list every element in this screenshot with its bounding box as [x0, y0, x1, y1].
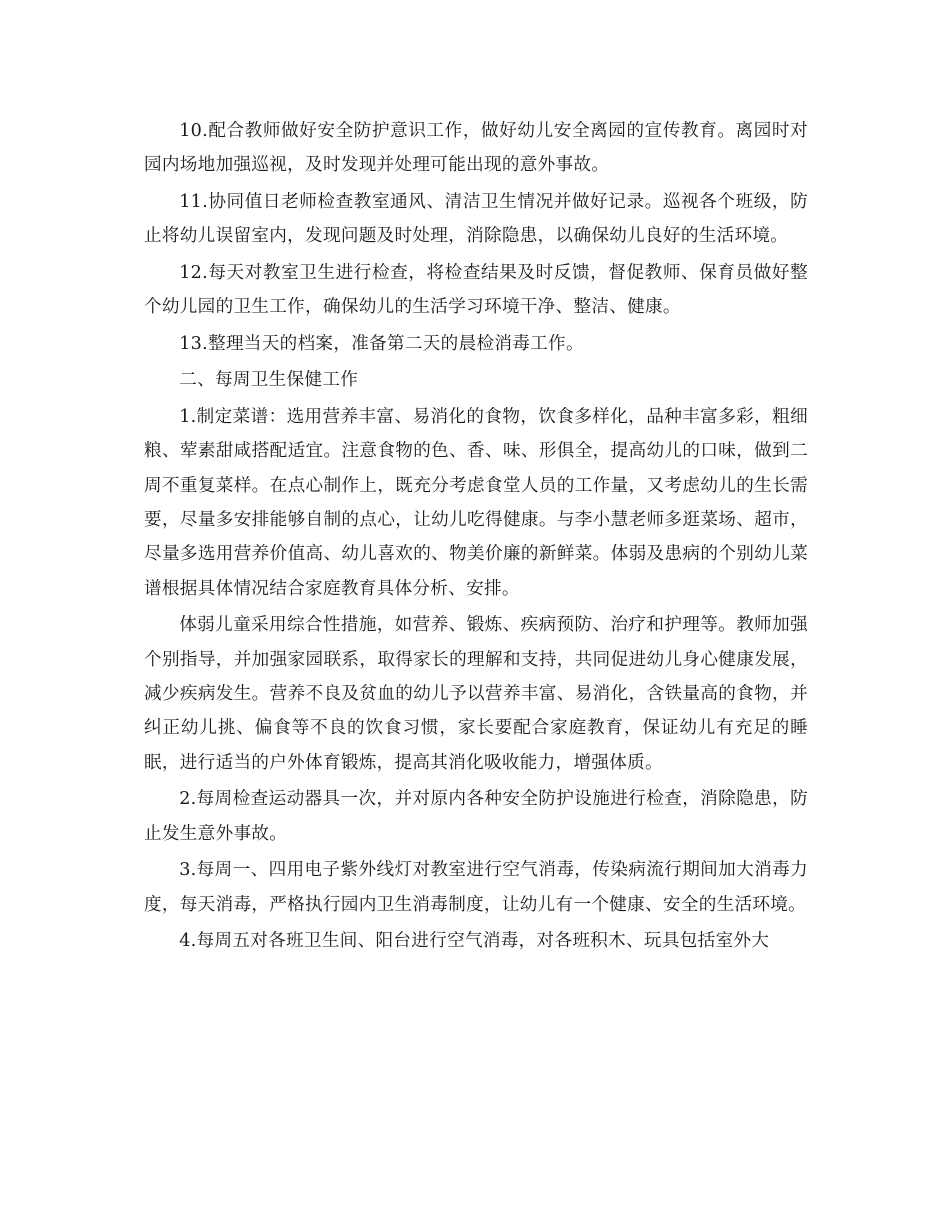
- document-body: [144, 114, 808, 959]
- paragraph-item-13: 13.整理当天的档案，准备第二天的晨检消毒工作。: [179, 333, 584, 354]
- section-heading-weekly: 二、每周卫生保健工作: [179, 370, 359, 391]
- paragraph-weekly-3: 3.每周一、四用电子紫外线灯对教室进行空气消毒，传染病流行期间加大消毒力度，每天消毒，严格执行园内卫生消毒制度，让幼儿有一个健康、安全的生活环境。: [144, 860, 808, 915]
- paragraph-weak-children: 体弱儿童采用综合性措施，如营养、锻炼、疾病预防、治疗和护理等。教师加强个别指导，并加强家园联系，取得家长的理解和支持，共同促进幼儿身心健康发展，减少疾病发生。营养不良及贫血的幼儿予以营养丰富、易消化，含铁量高的食物，并纠正幼儿挑、偏食等不良的饮食习惯，家长要配合家庭教育，保证幼儿有充足的睡眠，进行适当的户外体育锻炼，提高其消化吸收能力，增强体质。: [144, 615, 808, 773]
- paragraph-item-10: 10.配合教师做好安全防护意识工作，做好幼儿安全离园的宣传教育。离园时对园内场地加强巡视，及时发现并处理可能出现的意外事故。: [144, 121, 808, 176]
- paragraph-item-12: 12.每天对教室卫生进行检查，将检查结果及时反馈，督促教师、保育员做好整个幼儿园的卫生工作，确保幼儿的生活学习环境干净、整洁、健康。: [144, 262, 808, 318]
- paragraph-weekly-2: 2.每周检查运动器具一次，并对原内各种安全防护设施进行检查，消除隐患，防止发生意外事故。: [144, 789, 808, 844]
- paragraph-item-11: 11.协同值日老师检查教室通风、清洁卫生情况并做好记录。巡视各个班级，防止将幼儿误留室内，发现问题及时处理，消除隐患，以确保幼儿良好的生活环境。: [144, 191, 808, 247]
- paragraph-weekly-4: 4.每周五对各班卫生间、阳台进行空气消毒，对各班积木、玩具包括室外大: [179, 931, 770, 952]
- paragraph-weekly-1-menu: 1.制定菜谱：选用营养丰富、易消化的食物，饮食多样化，品种丰富多彩，粗细粮、荤素甜咸搭配适宜。注意食物的色、香、味、形俱全，提高幼儿的口味，做到二周不重复菜样。在点心制作上，既充分考虑食堂人员的工作量，又考虑幼儿的生长需要，尽量多安排能够自制的点心，让幼儿吃得健康。与李小慧老师多逛菜场、超市，尽量多选用营养价值高、幼儿喜欢的、物美价廉的新鲜菜。体弱及患病的个别幼儿菜谱根据具体情况结合家庭教育具体分析、安排。: [144, 406, 808, 599]
